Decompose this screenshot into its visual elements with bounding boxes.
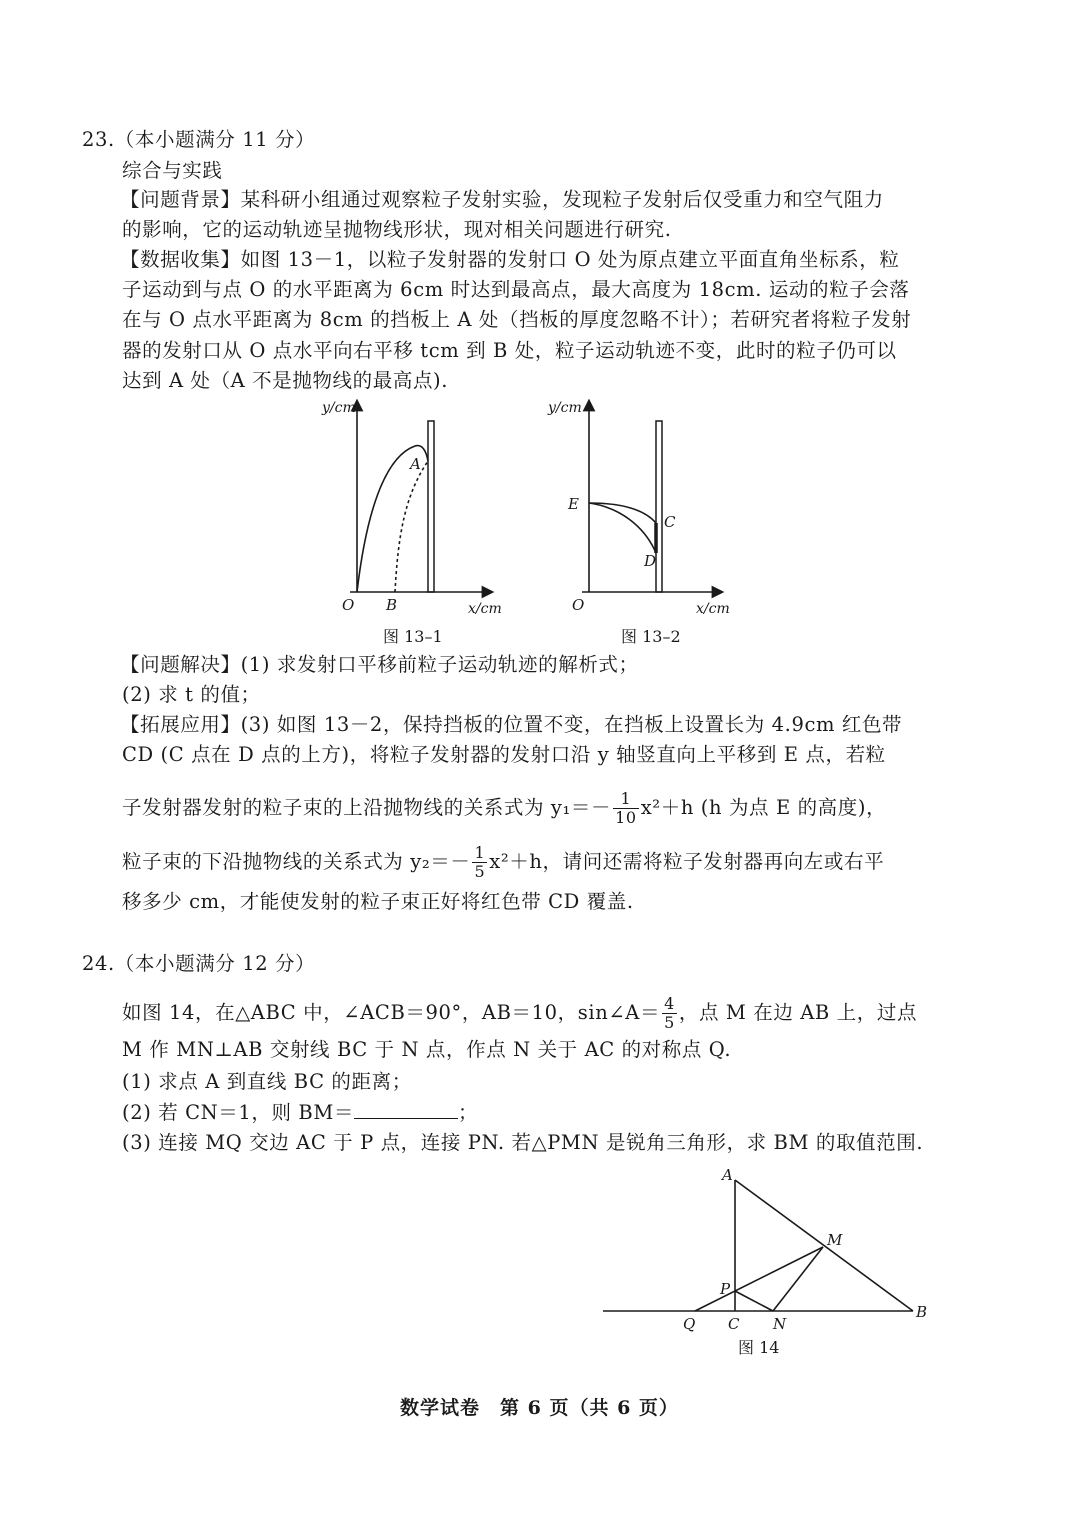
fraction-denominator: 5 [664,1013,675,1032]
q23-extend-line-3-part-a: 子发射器发射的粒子束的上沿抛物线的关系式为 y₁＝－ [122,796,612,819]
fig2-x-label: x/cm [696,601,730,617]
q23-extend-line-1: 【拓展应用】(3) 如图 13－2，保持挡板的位置不变，在挡板上设置长为 4.9cm 红色带 [120,713,903,736]
q23-extend-line-2: CD (C 点在 D 点的上方)，将粒子发射器的发射口沿 y 轴竖直向上平移到 E 点，若粒 [122,743,886,766]
q23-solve-line-1: 【问题解决】(1) 求发射口平移前粒子运动轨迹的解析式； [120,653,639,676]
fig14-label-n: N [773,1315,787,1333]
fraction-denominator: 5 [474,862,486,881]
q24-sub-2 [122,1098,478,1127]
fig14-label-a: A [722,1166,733,1184]
q23-extend-line-3 [122,790,886,827]
q23-header: 23.（本小题满分 11 分） [82,128,316,151]
fig2-point-d-label: D [644,552,657,570]
q24-sub-3: (3) 连接 MQ 交边 AC 于 P 点，连接 PN. 若△PMN 是锐角三角形，求 BM 的取值范围. [122,1131,924,1154]
q24-line-1 [122,995,917,1032]
figure-13-2 [540,395,760,625]
page-footer: 数学试卷 第 6 页（共 6 页） [400,1397,679,1419]
q24-line-2: M 作 MN⊥AB 交射线 BC 于 N 点，作点 N 关于 AC 的对称点 Q. [122,1038,732,1061]
fig14-label-p: P [720,1280,731,1298]
q24-line-1-part-b: ，点 M 在边 AB 上，过点 [678,1001,918,1024]
fraction-four-fifths [662,995,677,1032]
fig2-caption: 图 13–2 [621,627,681,646]
fraction-numerator: 4 [664,994,675,1013]
fig2-baffle [656,421,662,592]
figure-14 [595,1160,940,1335]
fig2-origin-label: O [572,596,585,614]
q23-extend-line-4-part-b: x²＋h，请问还需将粒子发射器再向左或右平 [489,850,885,873]
q23-background-line-1: 【问题背景】某科研小组通过观察粒子发射实验，发现粒子发射后仅受重力和空气阻力 [120,188,884,211]
figure-13-1 [300,395,520,625]
fig2-point-e-label: E [568,495,579,513]
q24-sub-1: (1) 求点 A 到直线 BC 的距离； [122,1070,412,1093]
fig14-label-b: B [916,1303,928,1321]
fraction-numerator: 1 [474,843,486,862]
fraction-denominator: 10 [615,808,637,827]
q23-data-line-3: 在与 O 点水平距离为 8cm 的挡板上 A 处（挡板的厚度忽略不计）；若研究者将粒子发射 [122,308,912,331]
q23-extend-line-4 [122,844,884,881]
q23-data-line-4: 器的发射口从 O 点水平向右平移 tcm 到 B 处，粒子运动轨迹不变，此时的粒子仍可以 [122,339,897,362]
fig1-x-label: x/cm [468,601,502,617]
q24-sub-2-text: (2) 若 CN＝1，则 BM＝ [122,1101,355,1124]
fig14-label-c: C [728,1315,740,1333]
q24-line-1-part-a: 如图 14，在△ABC 中，∠ACB＝90°，AB＝10，sin∠A＝ [122,1001,661,1024]
fig1-baffle [428,421,434,592]
fraction-numerator: 1 [613,790,639,809]
fig2-y-label: y/cm [548,400,582,416]
fig14-segment-pn [735,1291,773,1311]
q23-extend-line-3-part-b: x²＋h (h 为点 E 的高度)， [640,796,887,819]
fig14-segment-mq [695,1247,823,1311]
fig14-label-q: Q [683,1315,696,1333]
q24-header: 24.（本小题满分 12 分） [82,952,316,975]
fig1-shifted-trajectory-curve [395,461,428,592]
fig1-caption: 图 13–1 [383,627,443,646]
fig2-lower-beam-curve [589,503,656,553]
q23-data-line-1: 【数据收集】如图 13－1，以粒子发射器的发射口 O 处为原点建立平面直角坐标系，粒 [120,248,900,271]
fig1-y-label: y/cm [322,400,356,416]
q23-topic: 综合与实践 [122,159,223,182]
q23-background-line-2: 的影响，它的运动轨迹呈抛物线形状，现对相关问题进行研究. [122,218,672,241]
answer-blank[interactable] [354,1098,458,1119]
q23-data-line-5: 达到 A 处（A 不是抛物线的最高点). [122,369,449,392]
q23-solve-line-2: (2) 求 t 的值； [122,683,261,706]
fig1-point-b-label: B [386,596,398,614]
fig14-segment-mn [773,1247,823,1311]
q23-data-line-2: 子运动到与点 O 的水平距离为 6cm 时达到最高点，最大高度为 18cm. 运动的粒子会落 [122,278,910,301]
fig14-caption: 图 14 [738,1338,780,1357]
fig14-label-m: M [827,1231,843,1249]
q24-sub-2-end: ； [458,1101,479,1124]
fraction-one-tenth [613,790,639,827]
fig2-upper-beam-curve [589,503,656,523]
fig1-origin-label: O [342,596,355,614]
fraction-one-fifth [472,844,487,881]
q23-extend-line-5: 移多少 cm，才能使发射的粒子束正好将红色带 CD 覆盖. [122,890,634,913]
fig2-point-c-label: C [664,513,676,531]
q23-extend-line-4-part-a: 粒子束的下沿抛物线的关系式为 y₂＝－ [122,850,471,873]
fig14-segment-ab [735,1180,913,1311]
fig1-point-a-label: A [410,455,421,473]
